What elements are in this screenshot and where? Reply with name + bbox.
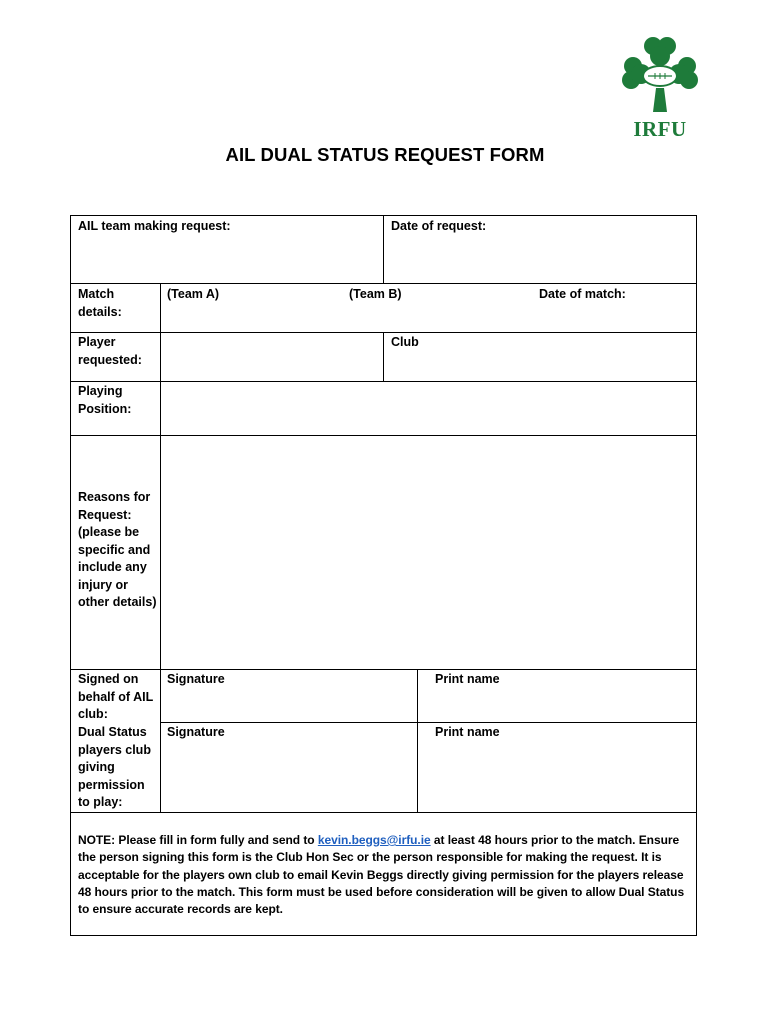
team-making-request-field[interactable] [70, 237, 383, 283]
email-link[interactable]: kevin.beggs@irfu.ie [317, 833, 431, 847]
note-text [78, 832, 692, 918]
logo-text: IRFU [633, 117, 687, 141]
note-text-end: at least 48 hours prior to the match. Ensure the person signing this form is the Club Hon Sec or the person responsible for making the request. It is acceptable for the players own club to email Kevin Beggs directly giving permission for the players release 48 hours prior to the match. This form must be used before consideration will be given to allow Dual Status to ensure accurate records are kept. [78, 833, 685, 917]
player-requested-field[interactable] [161, 333, 383, 381]
playing-position-field[interactable] [161, 382, 696, 435]
team-b-label: (Team B) [349, 287, 402, 301]
print-name-label: Print name [435, 672, 500, 686]
dual-status-signature-field[interactable] [161, 743, 417, 812]
row-divider [70, 812, 697, 813]
date-of-match-label: Date of match: [539, 287, 626, 301]
irfu-logo [615, 32, 705, 147]
playing-position-label: Playing Position: [78, 384, 132, 416]
form-border-right [696, 215, 697, 936]
dual-status-club-label: Dual Status players club giving permission to play: [78, 725, 151, 809]
reasons-for-request-field[interactable] [161, 436, 696, 669]
club-label: Club [391, 335, 419, 349]
form-border-left [70, 215, 71, 936]
date-of-request-label: Date of request: [391, 219, 487, 233]
reasons-for-request-label: Reasons for Request: (please be specific and include any injury or other details) [78, 490, 157, 609]
ail-club-print-name-field[interactable] [418, 690, 696, 722]
form-border-bottom [70, 935, 697, 936]
player-requested-label: Player requested: [78, 335, 142, 367]
signed-on-behalf-label: Signed on behalf of AIL club: [78, 672, 153, 721]
shamrock-rugby-ball-icon [615, 32, 705, 117]
signature-label: Signature [167, 725, 225, 739]
team-a-label: (Team A) [167, 287, 220, 301]
ail-club-signature-field[interactable] [161, 690, 417, 722]
note-text-start: NOTE: Please fill in form fully and send to [78, 833, 318, 847]
match-details-label: Match details: [78, 287, 122, 319]
signature-label: Signature [167, 672, 225, 686]
row-divider [70, 669, 697, 670]
request-form [70, 215, 697, 936]
date-of-request-field[interactable] [384, 237, 696, 283]
match-details-field[interactable] [161, 305, 696, 332]
dual-status-print-name-field[interactable] [418, 743, 696, 812]
form-title: AIL DUAL STATUS REQUEST FORM [225, 144, 545, 165]
row-divider [160, 722, 697, 723]
print-name-label: Print name [435, 725, 500, 739]
team-making-request-label: AIL team making request: [78, 219, 231, 233]
club-field[interactable] [384, 353, 696, 381]
